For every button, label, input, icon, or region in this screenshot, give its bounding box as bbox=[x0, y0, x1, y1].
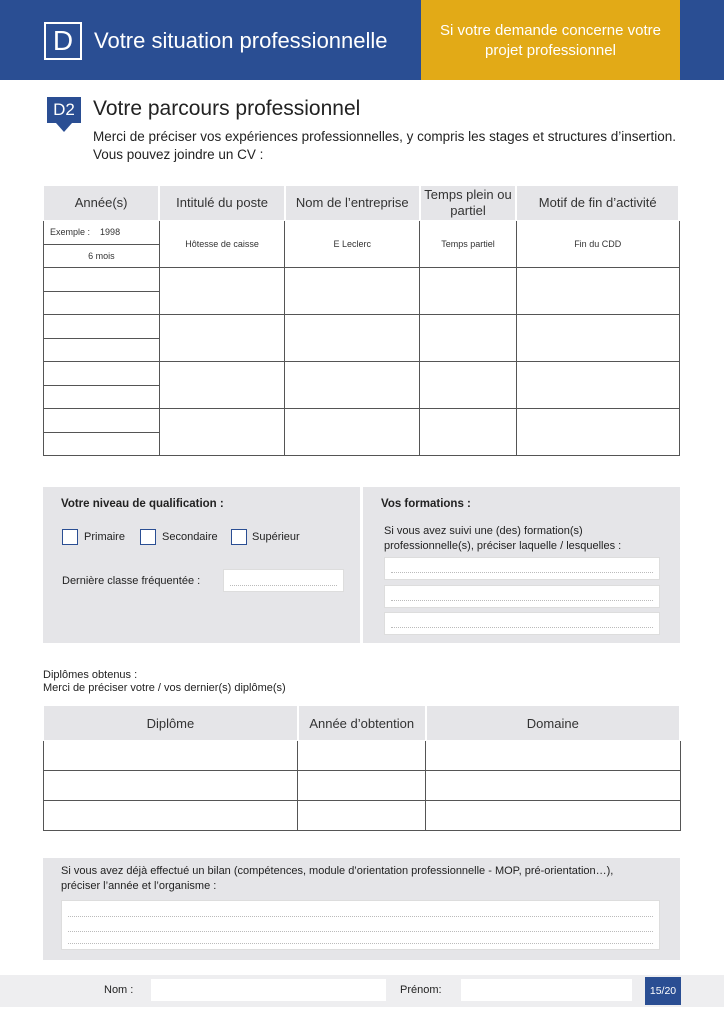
col-diplome: Diplôme bbox=[44, 706, 298, 741]
checkbox-secondaire[interactable] bbox=[140, 529, 156, 545]
col-temps: Temps plein ou partiel bbox=[420, 186, 517, 221]
bilan-text: Si vous avez déjà effectué un bilan (compétences, module d’orientation professionnelle - MOP, pré-orientation…), préciser l’année et l’organisme : bbox=[61, 865, 614, 892]
nom-label: Nom : bbox=[104, 984, 134, 996]
duration-cell[interactable] bbox=[44, 291, 160, 315]
derniere-classe-field[interactable] bbox=[223, 569, 344, 592]
formations-title: Vos formations : bbox=[381, 498, 471, 510]
year-cell[interactable] bbox=[44, 315, 160, 339]
example-year: 1998 bbox=[100, 227, 121, 238]
duration-cell[interactable] bbox=[44, 432, 160, 456]
temps-cell[interactable] bbox=[420, 409, 517, 456]
diplome-row[interactable] bbox=[44, 741, 681, 771]
domaine-cell[interactable] bbox=[426, 741, 680, 771]
section-header bbox=[0, 0, 724, 80]
diplomes-header-row bbox=[44, 706, 681, 741]
formation-field-1[interactable] bbox=[384, 557, 660, 580]
example-duration: 6 mois bbox=[44, 244, 160, 268]
experience-row[interactable] bbox=[44, 409, 680, 433]
formation-field-2[interactable] bbox=[384, 585, 660, 608]
temps-cell[interactable] bbox=[420, 362, 517, 409]
example-year-cell bbox=[44, 221, 160, 245]
formations-text: Si vous avez suivi une (des) formation(s) professionnelle(s), préciser laquelle / lesquelles : bbox=[384, 525, 622, 552]
diplomes-table bbox=[43, 705, 681, 831]
prenom-field[interactable] bbox=[461, 979, 632, 1001]
experience-row[interactable] bbox=[44, 362, 680, 386]
diplome-cell[interactable] bbox=[44, 801, 298, 831]
experience-table bbox=[43, 185, 680, 456]
poste-cell[interactable] bbox=[159, 409, 285, 456]
diplome-cell[interactable] bbox=[44, 771, 298, 801]
poste-cell[interactable] bbox=[159, 268, 285, 315]
col-entreprise: Nom de l’entreprise bbox=[285, 186, 420, 221]
diplome-row[interactable] bbox=[44, 771, 681, 801]
annee-cell[interactable] bbox=[298, 741, 426, 771]
subsection-code: D2 bbox=[47, 97, 81, 123]
diplomes-label: Diplômes obtenus : bbox=[43, 669, 138, 681]
entreprise-cell[interactable] bbox=[285, 268, 420, 315]
year-cell[interactable] bbox=[44, 268, 160, 292]
label-superieur: Supérieur bbox=[252, 531, 300, 543]
annee-cell[interactable] bbox=[298, 771, 426, 801]
entreprise-cell[interactable] bbox=[285, 315, 420, 362]
bilan-field[interactable] bbox=[61, 900, 660, 950]
motif-cell[interactable] bbox=[516, 315, 679, 362]
entreprise-cell[interactable] bbox=[285, 362, 420, 409]
diplome-row[interactable] bbox=[44, 801, 681, 831]
motif-cell[interactable] bbox=[516, 268, 679, 315]
col-domaine: Domaine bbox=[426, 706, 680, 741]
checkbox-primaire[interactable] bbox=[62, 529, 78, 545]
motif-cell[interactable] bbox=[516, 362, 679, 409]
diplomes-instruction: Merci de préciser votre / vos dernier(s) diplôme(s) bbox=[43, 682, 286, 694]
poste-cell[interactable] bbox=[159, 315, 285, 362]
example-motif: Fin du CDD bbox=[516, 221, 679, 268]
annee-cell[interactable] bbox=[298, 801, 426, 831]
derniere-classe-label: Dernière classe fréquentée : bbox=[62, 575, 201, 587]
section-letter: D bbox=[44, 22, 82, 60]
example-label: Exemple : bbox=[50, 227, 91, 238]
year-cell[interactable] bbox=[44, 362, 160, 386]
example-poste: Hôtesse de caisse bbox=[159, 221, 285, 268]
page-number: 15/20 bbox=[645, 977, 681, 1005]
label-primaire: Primaire bbox=[84, 531, 125, 543]
subsection-code-pointer bbox=[56, 123, 72, 132]
motif-cell[interactable] bbox=[516, 409, 679, 456]
example-entreprise: E Leclerc bbox=[285, 221, 420, 268]
col-annee-obtention: Année d’obtention bbox=[298, 706, 426, 741]
temps-cell[interactable] bbox=[420, 315, 517, 362]
temps-cell[interactable] bbox=[420, 268, 517, 315]
col-motif: Motif de fin d’activité bbox=[516, 186, 679, 221]
label-secondaire: Secondaire bbox=[162, 531, 218, 543]
year-cell[interactable] bbox=[44, 409, 160, 433]
nom-field[interactable] bbox=[151, 979, 386, 1001]
checkbox-superieur[interactable] bbox=[231, 529, 247, 545]
col-intitule: Intitulé du poste bbox=[159, 186, 285, 221]
formation-field-3[interactable] bbox=[384, 612, 660, 635]
domaine-cell[interactable] bbox=[426, 771, 680, 801]
qualification-title: Votre niveau de qualification : bbox=[61, 498, 224, 510]
poste-cell[interactable] bbox=[159, 362, 285, 409]
duration-cell[interactable] bbox=[44, 385, 160, 409]
experience-header-row bbox=[44, 186, 680, 221]
example-temps: Temps partiel bbox=[420, 221, 517, 268]
entreprise-cell[interactable] bbox=[285, 409, 420, 456]
example-row bbox=[44, 221, 680, 245]
prenom-label: Prénom: bbox=[400, 984, 442, 996]
col-annees: Année(s) bbox=[44, 186, 160, 221]
diplome-cell[interactable] bbox=[44, 741, 298, 771]
duration-cell[interactable] bbox=[44, 338, 160, 362]
experience-row[interactable] bbox=[44, 315, 680, 339]
section-header-note: Si votre demande concerne votre projet professionnel bbox=[421, 0, 680, 80]
subsection-intro: Merci de préciser vos expériences professionnelles, y compris les stages et structures d’insertion. Vous pouvez joindre un CV : bbox=[93, 129, 676, 162]
qualification-panel bbox=[43, 487, 360, 643]
experience-row[interactable] bbox=[44, 268, 680, 292]
subsection-title: Votre parcours professionnel bbox=[93, 97, 361, 120]
domaine-cell[interactable] bbox=[426, 801, 680, 831]
section-header-title: Votre situation professionnelle bbox=[94, 28, 388, 53]
